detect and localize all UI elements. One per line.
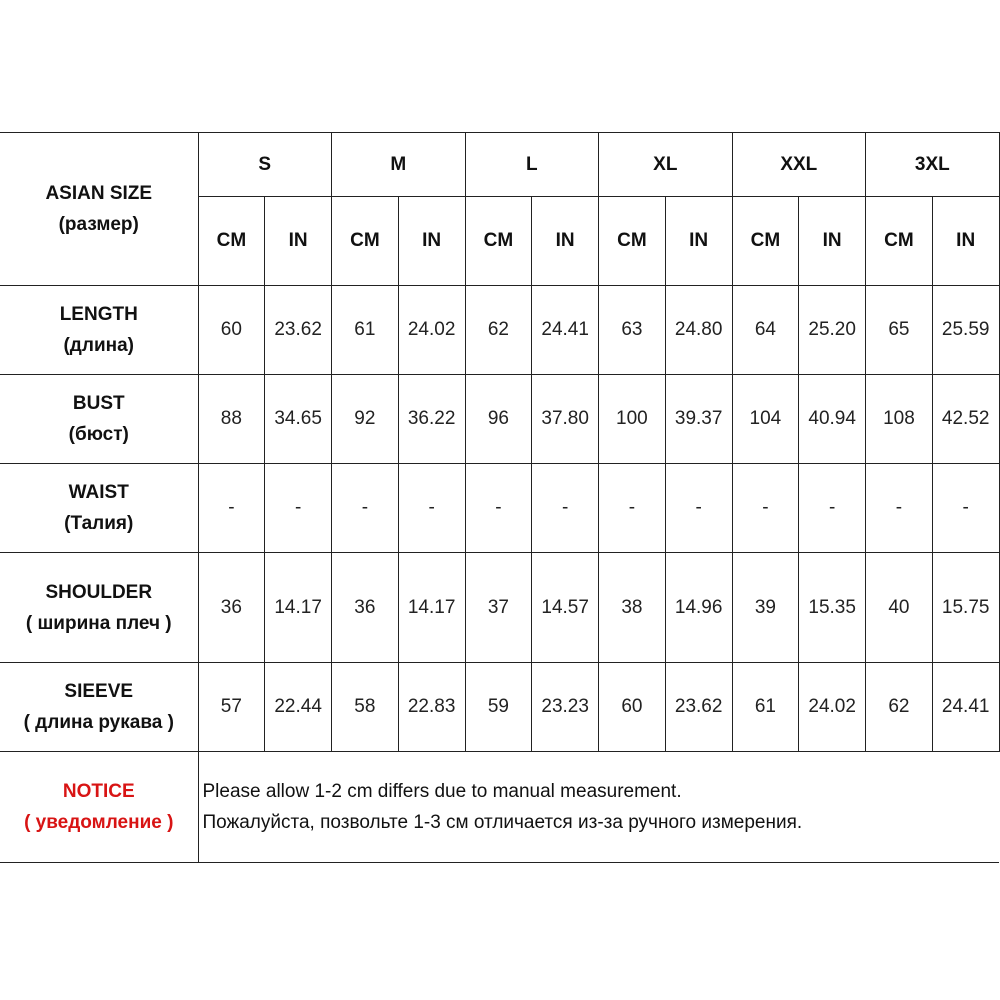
value-cell: 62 <box>465 286 532 375</box>
unit-header-cm: CM <box>732 197 799 286</box>
unit-header-in: IN <box>532 197 599 286</box>
size-header-3xl: 3XL <box>866 133 1000 197</box>
value-cell: 24.41 <box>932 663 999 752</box>
row-label-length <box>0 286 198 375</box>
value-cell: 25.20 <box>799 286 866 375</box>
value-cell: 39 <box>732 553 799 663</box>
size-chart-table <box>0 132 1000 863</box>
table-row-bust <box>0 375 999 464</box>
asian-size-label-ru: (размер) <box>58 214 139 235</box>
value-cell: - <box>198 464 265 553</box>
asian-size-label-cell <box>0 133 198 286</box>
size-header-xxl: XXL <box>732 133 866 197</box>
value-cell: 58 <box>332 663 399 752</box>
value-cell: - <box>599 464 666 553</box>
unit-header-cm: CM <box>332 197 399 286</box>
value-cell: - <box>532 464 599 553</box>
value-cell: 24.02 <box>398 286 465 375</box>
row-label-shoulder <box>0 553 198 663</box>
unit-header-in: IN <box>265 197 332 286</box>
value-cell: 36 <box>332 553 399 663</box>
unit-header-cm: CM <box>465 197 532 286</box>
value-cell: - <box>866 464 933 553</box>
value-cell: 62 <box>866 663 933 752</box>
value-cell: 40 <box>866 553 933 663</box>
notice-label-en: NOTICE <box>62 781 135 802</box>
value-cell: 59 <box>465 663 532 752</box>
value-cell: 22.44 <box>265 663 332 752</box>
value-cell: 100 <box>599 375 666 464</box>
value-cell: 14.17 <box>398 553 465 663</box>
table-row-length <box>0 286 999 375</box>
value-cell: 23.23 <box>532 663 599 752</box>
notice-text-en: Please allow 1-2 cm differs due to manual measurement. <box>202 781 682 802</box>
value-cell: 36 <box>198 553 265 663</box>
row-label-en: WAIST <box>68 482 129 503</box>
row-label-en: SHOULDER <box>45 581 153 603</box>
value-cell: 92 <box>332 375 399 464</box>
notice-text-ru: Пожалуйста, позвольте 1-3 см отличается из-за ручного измерения. <box>202 812 803 833</box>
value-cell: 14.17 <box>265 553 332 663</box>
size-chart-body <box>0 133 999 863</box>
row-label-en: BUST <box>72 393 125 414</box>
value-cell: 60 <box>599 663 666 752</box>
value-cell: 40.94 <box>799 375 866 464</box>
value-cell: 15.75 <box>932 553 999 663</box>
value-cell: - <box>665 464 732 553</box>
value-cell: 60 <box>198 286 265 375</box>
row-label-ru: (Талия) <box>64 513 134 534</box>
value-cell: 38 <box>599 553 666 663</box>
notice-row <box>0 752 999 863</box>
value-cell: 57 <box>198 663 265 752</box>
asian-size-label: ASIAN SIZE <box>45 183 153 204</box>
value-cell: 37 <box>465 553 532 663</box>
value-cell: 24.80 <box>665 286 732 375</box>
table-row-waist <box>0 464 999 553</box>
row-label-bust <box>0 375 198 464</box>
table-row-shoulder <box>0 553 999 663</box>
value-cell: 63 <box>599 286 666 375</box>
row-label-ru: (бюст) <box>68 424 129 445</box>
row-label-ru: (длина) <box>63 335 134 356</box>
notice-text <box>198 752 999 863</box>
row-label-en: SIEEVE <box>64 681 134 702</box>
value-cell: 108 <box>866 375 933 464</box>
value-cell: - <box>799 464 866 553</box>
notice-label <box>0 752 198 863</box>
size-header-row <box>0 133 999 197</box>
value-cell: - <box>465 464 532 553</box>
value-cell: 37.80 <box>532 375 599 464</box>
row-label-ru: ( длина рукава ) <box>23 712 174 733</box>
value-cell: 64 <box>732 286 799 375</box>
value-cell: 61 <box>332 286 399 375</box>
value-cell: 24.41 <box>532 286 599 375</box>
value-cell: 61 <box>732 663 799 752</box>
unit-header-in: IN <box>799 197 866 286</box>
value-cell: 65 <box>866 286 933 375</box>
size-header-s: S <box>198 133 332 197</box>
unit-header-in: IN <box>398 197 465 286</box>
value-cell: - <box>932 464 999 553</box>
value-cell: 14.57 <box>532 553 599 663</box>
row-label-ru: ( ширина плеч ) <box>25 612 172 634</box>
value-cell: 23.62 <box>665 663 732 752</box>
value-cell: 22.83 <box>398 663 465 752</box>
unit-header-cm: CM <box>198 197 265 286</box>
value-cell: 96 <box>465 375 532 464</box>
table-row-sleeve <box>0 663 999 752</box>
value-cell: 25.59 <box>932 286 999 375</box>
value-cell: 39.37 <box>665 375 732 464</box>
size-header-xl: XL <box>599 133 733 197</box>
value-cell: 34.65 <box>265 375 332 464</box>
value-cell: 88 <box>198 375 265 464</box>
value-cell: 24.02 <box>799 663 866 752</box>
value-cell: - <box>265 464 332 553</box>
unit-header-cm: CM <box>866 197 933 286</box>
value-cell: 36.22 <box>398 375 465 464</box>
value-cell: - <box>398 464 465 553</box>
value-cell: 42.52 <box>932 375 999 464</box>
notice-label-ru: ( уведомление ) <box>24 812 174 833</box>
value-cell: 23.62 <box>265 286 332 375</box>
size-header-m: M <box>332 133 466 197</box>
value-cell: - <box>732 464 799 553</box>
row-label-sleeve <box>0 663 198 752</box>
row-label-waist <box>0 464 198 553</box>
value-cell: - <box>332 464 399 553</box>
unit-header-cm: CM <box>599 197 666 286</box>
unit-header-in: IN <box>932 197 999 286</box>
size-header-l: L <box>465 133 599 197</box>
unit-header-in: IN <box>665 197 732 286</box>
value-cell: 104 <box>732 375 799 464</box>
value-cell: 15.35 <box>799 553 866 663</box>
value-cell: 14.96 <box>665 553 732 663</box>
row-label-en: LENGTH <box>59 304 138 325</box>
